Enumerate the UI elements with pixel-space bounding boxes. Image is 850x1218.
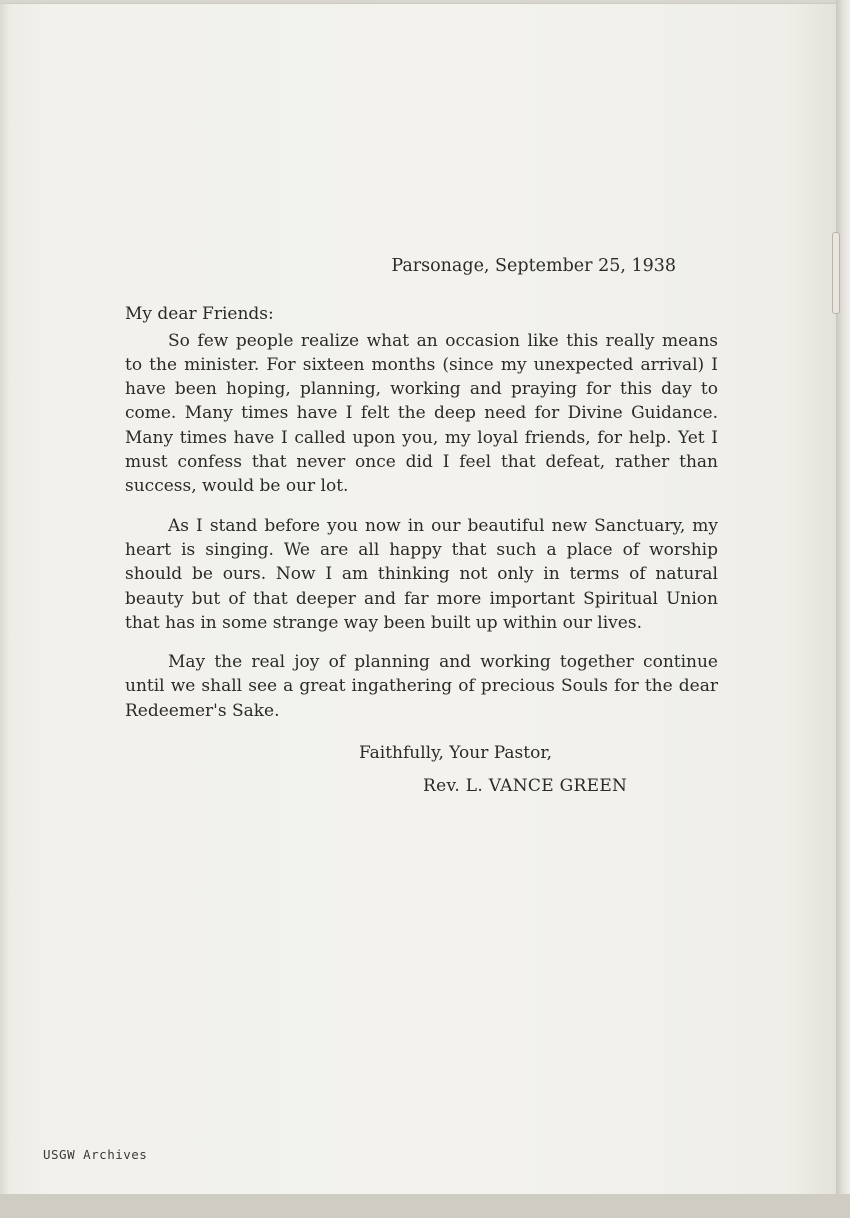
paragraph-1: So few people realize what an occasion like this really means to the minister. For sixteen months (since my unexpected arrival) I have been hoping, planning, working and praying for this day to come. Many times have I felt the deep need for Divine Guidance. Many times have I called upon you, my loyal friends, for help. Yet I must confess that never once did I feel that defeat, rather than success, would be our lot. <box>125 330 718 497</box>
page-edge <box>836 0 850 1218</box>
signature: Rev. L. VANCE GREEN <box>423 776 628 797</box>
document-page <box>0 4 836 1194</box>
paragraph-2: As I stand before you now in our beautiful new Sanctuary, my heart is singing. We are all happy that such a place of worship should be ours. Now I am thinking not only in terms of natural beauty but of that deeper and far more important Spiritual Union that has in some strange way been built up within our lives. <box>125 515 718 633</box>
letter-body <box>125 254 718 798</box>
closing: Faithfully, Your Pastor, <box>359 743 552 764</box>
salutation: My dear Friends: <box>125 304 274 325</box>
dateline: Parsonage, September 25, 1938 <box>391 256 676 276</box>
staple-top <box>832 232 840 314</box>
scan-bottom-edge <box>0 1194 850 1218</box>
paragraph-3: May the real joy of planning and working together continue until we shall see a great ingathering of precious Souls for the dear Redeemer's Sake. <box>125 652 718 721</box>
archive-label: USGW Archives <box>43 1147 148 1162</box>
